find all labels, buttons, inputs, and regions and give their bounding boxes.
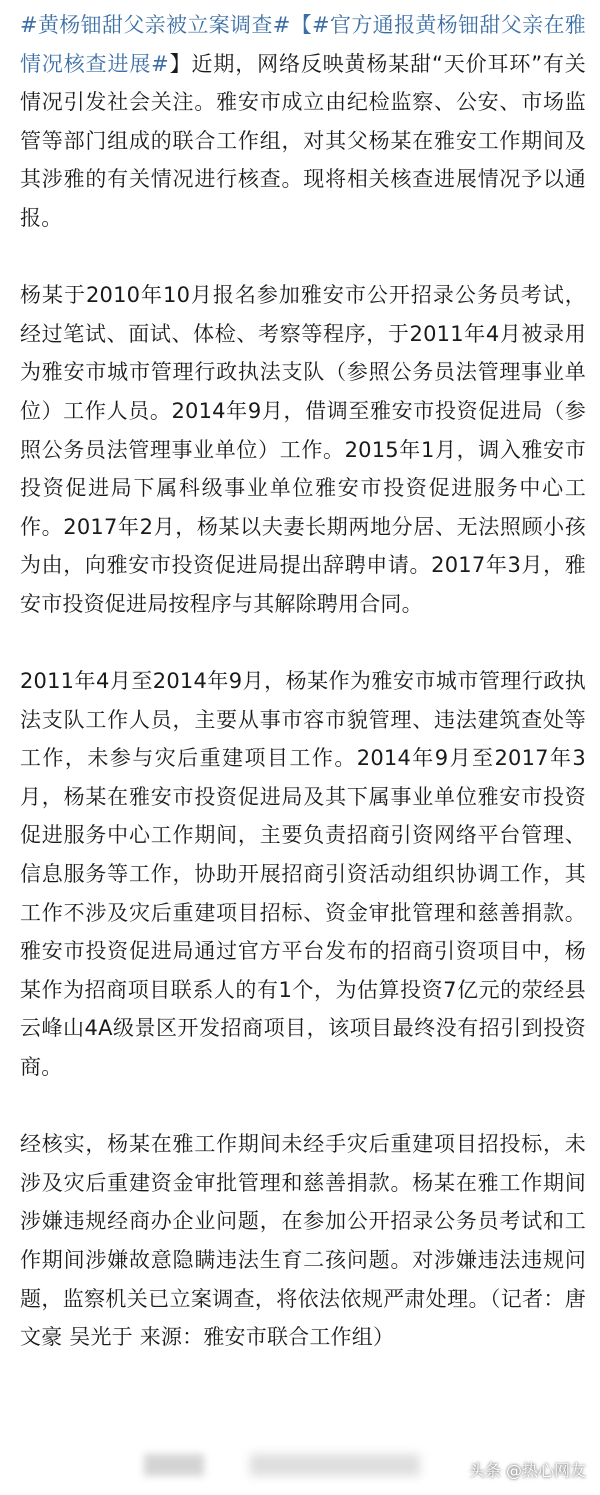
paragraph-employment-history: 杨某于2010年10月报名参加雅安市公开招录公务员考试，经过笔试、面试、体检、考察等程序，于2011年4月被录用为雅安市城市管理行政执法支队（参照公务员法管理事业单位）工作人员。2014年9月，借调至雅安市投资促进局（参照公务员法管理事业单位）工作。2015年1月，调入雅安市投资促进局下属科级事业单位雅安市投资促进服务中心工作。2017年2月，杨某以夫妻长期两地分居、无法照顾小孩为由，向雅安市投资促进局提出辞聘申请。2017年3月，雅安市投资促进局按程序与其解除聘用合同。	[20, 283, 586, 616]
paragraph-work-duties: 2011年4月至2014年9月，杨某作为雅安市城市管理行政执法支队工作人员，主要从事市容市貌管理、违法建筑查处等工作，未参与灾后重建项目工作。2014年9月至2017年3月，杨某在雅安市投资促进局及其下属事业单位雅安市投资促进服务中心工作期间，主要负责招商引资网络平台管理、信息服务等工作，协助开展招商引资活动组织协调工作，其工作不涉及灾后重建项目招标、资金审批管理和慈善捐款。雅安市投资促进局通过官方平台发布的招商引资项目中，杨某作为招商项目联系人的有1个，为估算投资7亿元的荥经县云峰山4A级景区开发招商项目，该项目最终没有招引到投资商。	[20, 669, 586, 1080]
blur-patch	[250, 1454, 420, 1476]
hashtag-link-official-notice[interactable]: 【#官方通报黄杨钿甜父亲在雅情况核查进展#	[20, 13, 586, 76]
paragraph-intro	[20, 6, 586, 238]
blurred-overlay	[140, 1448, 440, 1488]
blur-patch	[144, 1454, 204, 1476]
post-body	[20, 6, 586, 1395]
paragraph-verification-result: 经核实，杨某在雅工作期间未经手灾后重建项目招投标，未涉及灾后重建资金审批管理和慈善捐款。杨某在雅工作期间涉嫌违规经商办企业问题，在参加公开招录公务员考试和工作期间涉嫌故意隐瞒违法生育二孩问题。对涉嫌违法违规问题，监察机关已立案调查，将依法依规严肃处理。（记者：唐文豪 吴光于 来源：雅安市联合工作组）	[20, 1132, 586, 1350]
intro-text: 】近期，网络反映黄杨某甜“天价耳环”有关情况引发社会关注。雅安市成立由纪检监察、公安、市场监管等部门组成的联合工作组，对其父杨某在雅安工作期间及其涉雅的有关情况进行核查。现将相关核查进展情况予以通报。	[20, 51, 586, 230]
source-watermark: 头条 @热心网友	[468, 1461, 586, 1480]
hashtag-link-investigation[interactable]: #黄杨钿甜父亲被立案调查#	[20, 13, 291, 37]
